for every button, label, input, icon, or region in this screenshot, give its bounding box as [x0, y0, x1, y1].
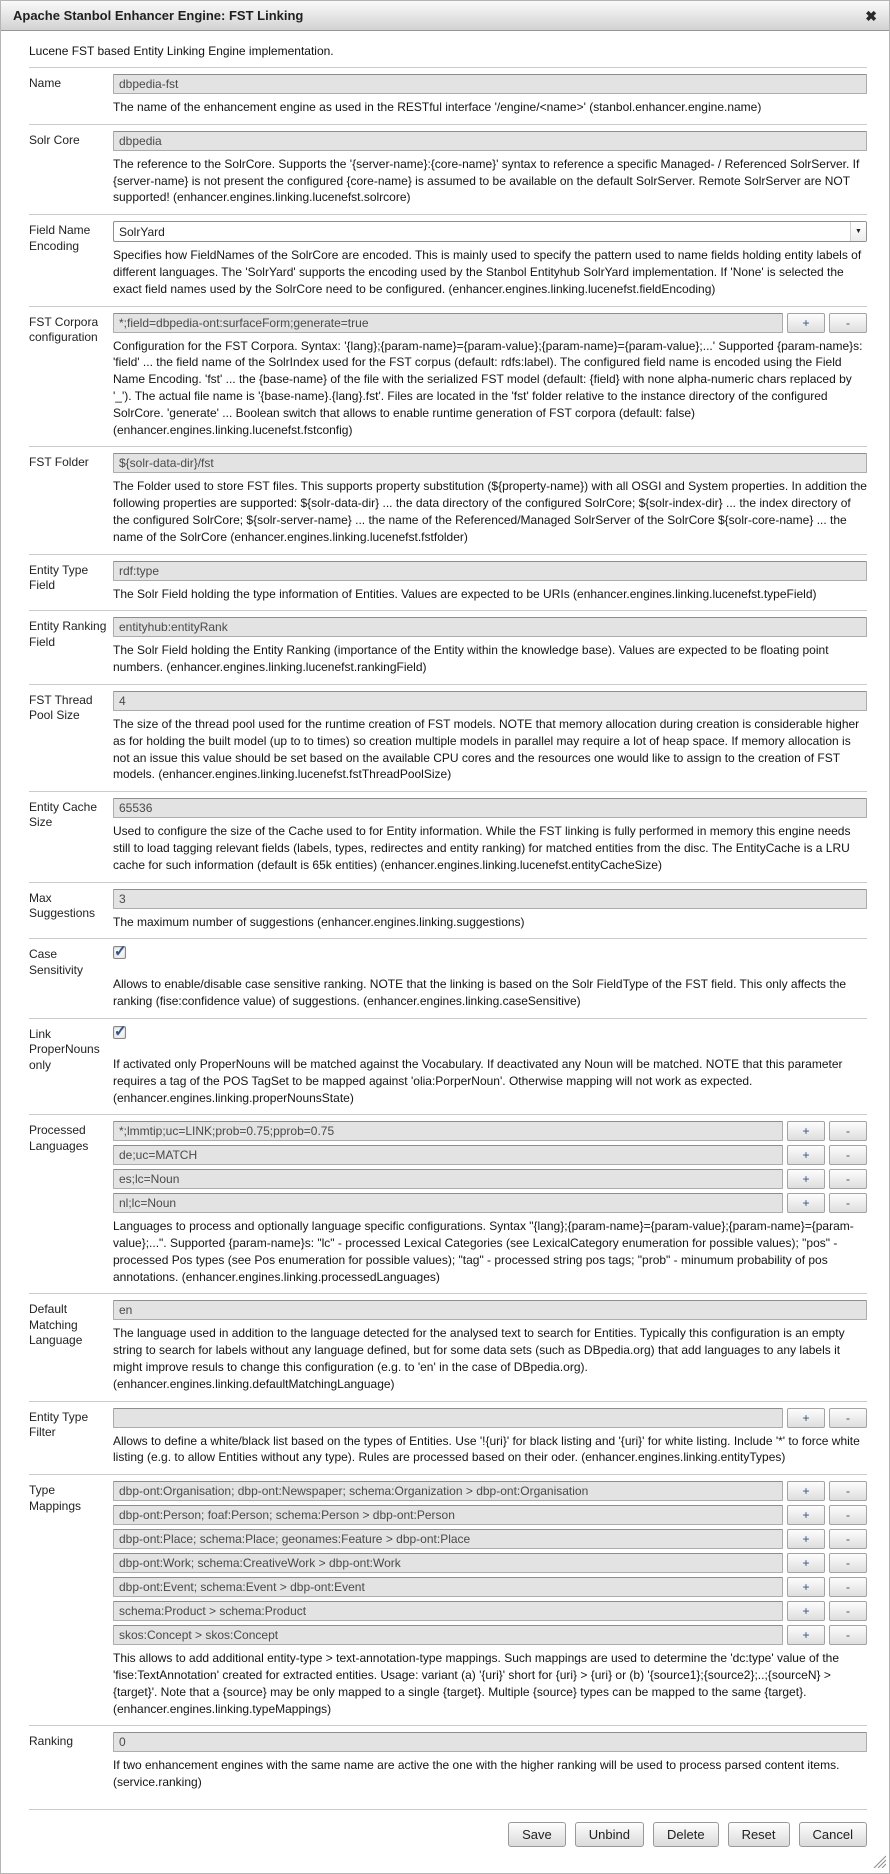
field-description-ranking: If two enhancement engines with the same name are active the one with the higher ranking will be used to process parsed content items. (service.ranking): [113, 1758, 840, 1790]
field-description-entity-type-field: The Solr Field holding the type information of Entities. Values are expected to be URIs (enhancer.engines.linking.lucenefst.typeField): [113, 586, 817, 601]
field-description-fst-thread-pool-size: The size of the thread pool used for the runtime creation of FST models. NOTE that memory allocation during creation is considerable higher as for holding the built model (up to to times) so creation multiple models in parallel may require a lot of heap space. If memory allocation is not an issue this value should be set based on the available CPU cores and the resources one would like to assign to the creation of FST models. (enhancer.engines.linking.lucenefst.fstThreadPoolSize): [113, 716, 860, 782]
max-suggestions-input[interactable]: [113, 889, 867, 909]
dialog-footer: [29, 1809, 867, 1853]
field-label-link-propernouns-only: Link ProperNouns only: [29, 1026, 100, 1072]
field-row-link-propernouns-only: [29, 1018, 867, 1114]
remove-value-button[interactable]: -: [829, 1577, 867, 1597]
add-value-button[interactable]: +: [787, 1625, 825, 1645]
add-value-button[interactable]: +: [787, 1193, 825, 1213]
type-mappings-value-row: [113, 1625, 867, 1645]
remove-value-button[interactable]: -: [829, 1169, 867, 1189]
type-mappings-input-5[interactable]: [113, 1601, 783, 1621]
field-label-solr-core: Solr Core: [29, 132, 80, 147]
field-label-case-sensitivity: Case Sensitivity: [29, 947, 84, 977]
add-value-button[interactable]: +: [787, 1529, 825, 1549]
field-content-entity-type-field: [113, 561, 867, 603]
processed-languages-input-1[interactable]: [113, 1145, 783, 1165]
field-content-ranking: [113, 1732, 867, 1791]
close-icon[interactable]: ✖: [865, 7, 877, 24]
field-content-link-propernouns-only: [113, 1022, 867, 1106]
type-mappings-input-2[interactable]: [113, 1529, 783, 1549]
field-row-entity-cache-size: [29, 791, 867, 881]
field-row-type-mappings: [29, 1474, 867, 1725]
add-value-button[interactable]: +: [787, 1481, 825, 1501]
dialog-titlebar: [1, 1, 889, 31]
field-description-name: The name of the enhancement engine as used in the RESTful interface '/engine/<name>' (stanbol.enhancer.engine.name): [113, 100, 762, 114]
field-row-default-matching-language: [29, 1293, 867, 1400]
type-mappings-input-6[interactable]: [113, 1625, 783, 1645]
field-label-type-mappings: Type Mappings: [29, 1483, 82, 1513]
add-value-button[interactable]: +: [787, 1577, 825, 1597]
field-description-solr-core: The reference to the SolrCore. Supports the '{server-name}:{core-name}' syntax to reference a specific Managed- / Referenced SolrServer. If {server-name} is not present the configured {core-name} is assumed to be available on the default SolrServer. Remote SolrServer are NOT supported! (enhancer.engines.linking.lucenefst.solrcore): [113, 156, 860, 205]
config-form: [1, 67, 889, 1799]
field-row-fst-folder: [29, 446, 867, 553]
field-description-processed-languages: Languages to process and optionally language specific configurations. Syntax "{lang};{param-name}={param-value};{param-name}={param-value};...". Supported {param-name}s: "lc" - processed Lexical Categories (see LexicalCategory enumeration for possible values); "pos" - processed Pos types (see Pos enumeration for possible values); "tag" - processed string pos tags; "prob" - minumum probability of pos annotations. (enhancer.engines.linking.processedLanguages): [113, 1219, 854, 1284]
field-row-field-name-encoding: [29, 214, 867, 305]
field-label-ranking: Ranking: [29, 1734, 74, 1749]
processed-languages-value-row: [113, 1145, 867, 1165]
field-name-encoding-selected-value: SolrYard: [119, 224, 165, 239]
field-description-link-propernouns-only: If activated only ProperNouns will be matched against the Vocabulary. If deactivated any Noun will be matched. NOTE that this parameter requires a tag of the POS TagSet to be mapped against 'olia:PorperNoun'. Otherwise mapping will not work as expected. (enhancer.engines.linking.properNounsState): [113, 1056, 843, 1105]
fst-corpora-configuration-value-row: [113, 313, 867, 333]
field-description-fst-folder: The Folder used to store FST files. This supports property substitution (${property-name}) with all OSGI and System properties. In addition the following properties are supported: ${solr-data-dir} ... the data directory of the configured SolrCore; ${solr-index-dir} ... the index directory of the configured SolrCore; ${solr-server-name} ... the name of the Referenced/Managed SolrServer of the SolrCore ${solr-core-name} ... the name of the SolrCore (enhancer.engines.linking.lucenefst.fstfolder): [113, 479, 867, 544]
field-content-entity-ranking-field: [113, 617, 867, 676]
default-matching-language-input[interactable]: [113, 1300, 867, 1320]
type-mappings-value-row: [113, 1481, 867, 1501]
type-mappings-input-3[interactable]: [113, 1553, 783, 1573]
field-content-name: [113, 74, 867, 116]
add-value-button[interactable]: +: [787, 1408, 825, 1428]
remove-value-button[interactable]: -: [829, 1625, 867, 1645]
type-mappings-value-row: [113, 1505, 867, 1525]
dialog-title: Apache Stanbol Enhancer Engine: FST Linking: [13, 8, 304, 23]
remove-value-button[interactable]: -: [829, 1505, 867, 1525]
remove-value-button[interactable]: -: [829, 1408, 867, 1428]
delete-button[interactable]: Delete: [653, 1822, 719, 1847]
name-input[interactable]: [113, 74, 867, 94]
field-row-fst-thread-pool-size: [29, 684, 867, 791]
field-row-case-sensitivity: [29, 938, 867, 1018]
cancel-button[interactable]: Cancel: [799, 1822, 867, 1847]
link-propernouns-only-checkbox[interactable]: [113, 1022, 127, 1040]
case-sensitivity-checkbox[interactable]: [113, 943, 127, 961]
field-row-processed-languages: [29, 1114, 867, 1293]
add-value-button[interactable]: +: [787, 1169, 825, 1189]
processed-languages-input-2[interactable]: [113, 1169, 783, 1189]
processed-languages-input-3[interactable]: [113, 1193, 783, 1213]
entity-ranking-field-input[interactable]: [113, 617, 867, 637]
field-description-max-suggestions: The maximum number of suggestions (enhancer.engines.linking.suggestions): [113, 914, 525, 929]
field-description-fst-corpora-configuration: Configuration for the FST Corpora. Syntax: '{lang};{param-name}={param-value};{param-name}={param-value};...' Supported {param-name}s: 'field' ... the field name of the SolrIndex used for the FST corpus (default: rdfs:label). The configured field name is encoded using the Field Name Encoding. 'fst' ... the {base-name} of the file with the serialized FST model (default: {field} with none alpha-numeric chars replaced by '_'). The actual file name is '{base-name}.{lang}.fst'. Files are located in the 'fst' folder relative to the instance directory of the configured SolrCore. 'generate' ... Boolean switch that allows to enable runtime generation of FST corpora (default: false) (enhancer.engines.linking.lucenefst.fstconfig): [113, 338, 863, 437]
add-value-button[interactable]: +: [787, 1121, 825, 1141]
field-content-fst-folder: [113, 453, 867, 545]
field-label-field-name-encoding: Field Name Encoding: [29, 223, 91, 253]
field-row-fst-corpora-configuration: [29, 306, 867, 447]
field-label-fst-corpora-configuration: FST Corpora configuration: [29, 314, 99, 344]
field-content-default-matching-language: [113, 1300, 867, 1392]
field-content-entity-cache-size: [113, 798, 867, 873]
intro-text: Lucene FST based Entity Linking Engine implementation.: [29, 44, 334, 58]
field-label-default-matching-language: Default Matching Language: [29, 1302, 83, 1348]
type-mappings-value-row: [113, 1529, 867, 1549]
field-label-max-suggestions: Max Suggestions: [29, 890, 96, 920]
remove-value-button[interactable]: -: [829, 1121, 867, 1141]
field-content-type-mappings: [113, 1481, 867, 1717]
entity-type-filter-value-row: [113, 1408, 867, 1428]
save-button[interactable]: Save: [508, 1822, 566, 1847]
field-label-entity-cache-size: Entity Cache Size: [29, 800, 98, 830]
fst-thread-pool-size-input[interactable]: [113, 691, 867, 711]
add-value-button[interactable]: +: [787, 1505, 825, 1525]
add-value-button[interactable]: +: [787, 1553, 825, 1573]
solr-core-input[interactable]: [113, 131, 867, 151]
remove-value-button[interactable]: -: [829, 313, 867, 333]
type-mappings-input-0[interactable]: [113, 1481, 783, 1501]
processed-languages-input-0[interactable]: [113, 1121, 783, 1141]
checkmark-icon: ✓: [114, 943, 127, 961]
type-mappings-input-1[interactable]: [113, 1505, 783, 1525]
entity-type-field-input[interactable]: [113, 561, 867, 581]
fst-corpora-configuration-input-0[interactable]: [113, 313, 783, 333]
field-content-max-suggestions: [113, 889, 867, 931]
field-row-entity-ranking-field: [29, 610, 867, 684]
field-label-entity-ranking-field: Entity Ranking Field: [29, 619, 107, 649]
unbind-button[interactable]: Unbind: [575, 1822, 644, 1847]
add-value-button[interactable]: +: [787, 313, 825, 333]
field-description-case-sensitivity: Allows to enable/disable case sensitive ranking. NOTE that the linking is based on the Solr FieldType of the FST field. This only affects the ranking (fise:confidence value) of suggestions. (enhancer.engines.linking.caseSensitive): [113, 977, 847, 1009]
field-row-entity-type-filter: [29, 1401, 867, 1475]
ranking-input[interactable]: [113, 1732, 867, 1752]
field-description-default-matching-language: The language used in addition to the language detected for the analysed text to search for Entities. Typically this configuration is an empty string to search for labels without any language defined, but for some data sets (such as DBpedia.org) that add languages to any labels it might improve resuls to change this configuration (e.g. to 'en' in the case of DBpedia.org). (enhancer.engines.linking.defaultMatchingLanguage): [113, 1326, 845, 1391]
field-label-name: Name: [29, 76, 62, 90]
field-content-fst-thread-pool-size: [113, 691, 867, 783]
processed-languages-value-row: [113, 1121, 867, 1141]
field-name-encoding-select[interactable]: [113, 221, 867, 242]
field-label-fst-thread-pool-size: FST Thread Pool Size: [29, 692, 93, 723]
type-mappings-value-row: [113, 1601, 867, 1621]
add-value-button[interactable]: +: [787, 1601, 825, 1621]
field-row-solr-core: [29, 124, 867, 214]
entity-type-filter-input-0[interactable]: [113, 1408, 783, 1428]
field-content-entity-type-filter: [113, 1408, 867, 1467]
field-description-entity-type-filter: Allows to define a white/black list based on the types of Entities. Use '!{uri}' for black listing and '{uri}' for white listing. Include '*' to force white listing (e.g. to allow Entities without any type). Rules are processed based on their oder. (enhancer.engines.linking.entityTypes): [113, 1433, 860, 1465]
field-content-case-sensitivity: [113, 945, 867, 1010]
field-label-entity-type-filter: Entity Type Filter: [29, 1409, 89, 1440]
checkmark-icon: ✓: [114, 1022, 127, 1040]
field-label-entity-type-field: Entity Type Field: [29, 562, 89, 592]
field-content-processed-languages: [113, 1121, 867, 1285]
field-row-ranking: [29, 1725, 867, 1799]
remove-value-button[interactable]: -: [829, 1529, 867, 1549]
processed-languages-value-row: [113, 1169, 867, 1189]
field-description-field-name-encoding: Specifies how FieldNames of the SolrCore are encoded. This is mainly used to specify the pattern used to name fields holding entity labels of different languages. The 'SolrYard' supports the encoding used by the Stanbol Entityhub SolrYard implementation. If 'None' is selected the exact field names used by the SolrCore need to be configured. (enhancer.engines.linking.lucenefst.fieldEncoding): [113, 248, 862, 296]
reset-button[interactable]: Reset: [728, 1822, 790, 1847]
remove-value-button[interactable]: -: [829, 1193, 867, 1213]
type-mappings-value-row: [113, 1577, 867, 1597]
processed-languages-value-row: [113, 1193, 867, 1213]
field-content-field-name-encoding: [113, 221, 867, 297]
field-description-type-mappings: This allows to add additional entity-type > text-annotation-type mappings. Such mappings are used to determine the 'dc:type' value of the 'fise:TextAnnotation' created for extracted entities. Usage: variant (a) '{uri}' short for {uri} > {uri} or (b) '{source1};{source2};..;{sourceN} > {target}'. Note that a {source} may be only mapped to a single {target}. Multiple {source} types can be mapped to the same {target}. (enhancer.engines.linking.typeMappings): [113, 1651, 840, 1716]
field-label-fst-folder: FST Folder: [29, 455, 89, 470]
remove-value-button[interactable]: -: [829, 1601, 867, 1621]
field-row-name: [29, 67, 867, 124]
remove-value-button[interactable]: -: [829, 1481, 867, 1501]
fst-folder-input[interactable]: [113, 453, 867, 473]
field-content-fst-corpora-configuration: [113, 313, 867, 439]
resize-corner: [1, 1853, 889, 1873]
chevron-down-icon[interactable]: ▼: [850, 222, 866, 241]
field-description-entity-cache-size: Used to configure the size of the Cache used to for Entity information. While the FST linking is fully performed in memory this engine needs still to load tagging relevant fields (labels, types, redirectes and entity ranking) for matched entities from the disc. The EntityCache is a LRU cache for such information (default is 65k entities) (enhancer.engines.linking.lucenefst.entityCacheSize): [113, 824, 851, 872]
field-row-max-suggestions: [29, 882, 867, 939]
field-description-entity-ranking-field: The Solr Field holding the Entity Ranking (importance of the Entity within the knowledge base). Values are expected to be floating point numbers. (enhancer.engines.linking.lucenefst.rankingField): [113, 643, 829, 675]
entity-cache-size-input[interactable]: [113, 798, 867, 818]
add-value-button[interactable]: +: [787, 1145, 825, 1165]
field-row-entity-type-field: [29, 554, 867, 611]
resize-handle-icon[interactable]: [873, 1855, 886, 1868]
remove-value-button[interactable]: -: [829, 1553, 867, 1573]
field-content-solr-core: [113, 131, 867, 206]
type-mappings-input-4[interactable]: [113, 1577, 783, 1597]
remove-value-button[interactable]: -: [829, 1145, 867, 1165]
type-mappings-value-row: [113, 1553, 867, 1573]
field-label-processed-languages: Processed Languages: [29, 1123, 89, 1153]
